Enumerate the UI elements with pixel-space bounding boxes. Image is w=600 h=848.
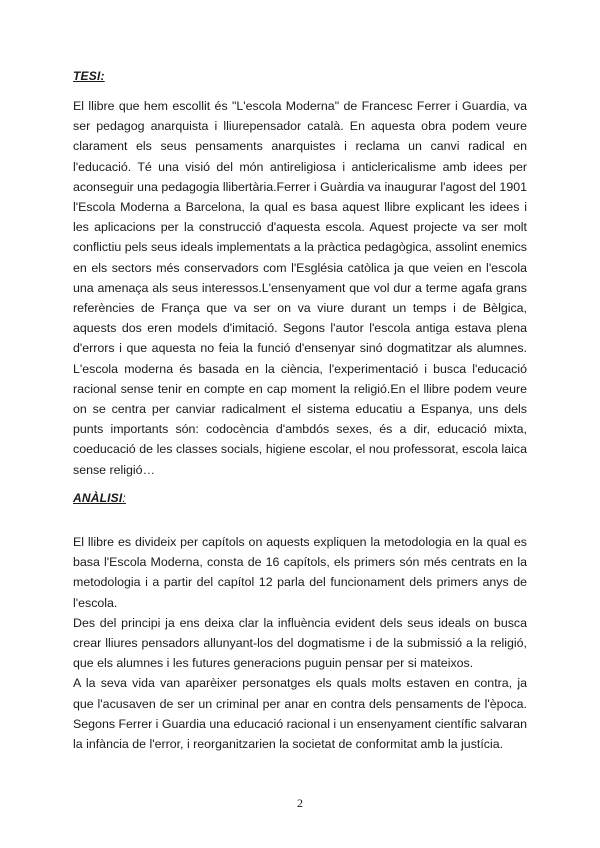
heading-text: TESI: bbox=[73, 69, 105, 83]
paragraph: A la seva vida van aparèixer personatges els quals molts estaven en contra, ja que l'acusaven de ser un criminal per anar en contra dels pensaments de l'època. Segons Ferrer i Guardia una educació racional i un ensenyament científic salvaran la infància de l'error, i reorganitzarien la societat de conformitat amb la justícia. bbox=[73, 676, 527, 752]
heading-text: ANÀLISI bbox=[73, 491, 123, 505]
paragraph: El llibre que hem escollit és "L'escola Moderna" de Francesc Ferrer i Guardia, va ser pedagog anarquista i lliurepensador català. En aquesta obra podem veure clarament els seus pensaments anarquistes i reclama un canvi radical en l'educació. Té una visió del món antireligiosa i anticlericalisme amb idees per aconseguir una pedagogia llibertària.Ferrer i Guàrdia va inaugurar l'agost del 1901 l'Escola Moderna a Barcelona, la qual es basa aquest llibre explicant les idees i les aplicacions per la construcció d'aquesta escola. Aquest projecte va ser molt conflictiu pels seus ideals implementats a la pràctica pedagògica, assolint enemics en els sectors més conservadors com l'Església catòlica ja que veien en l'escola una amenaça als seus interessos.L'ensenyament que vol dur a terme agafa grans referències de França que va ser on va viure durant un temps i de Bèlgica, aquests dos eren models d'imitació. Segons l'autor l'escola antiga estava plena d'errors i que aquesta no feia la funció d'ensenyar sinó dogmatitzar als alumnes. L'escola moderna és basada en la ciència, l'experimentació i busca l'educació racional sense tenir en compte en cap moment la religió.En el llibre podem veure on se centra per canviar radicalment el sistema educatiu a Espanya, uns dels punts importants són: codocència d'ambdós sexes, és a dir, educació mixta, coeducació de les classes socials, higiene escolar, el nou professorat, escola laica sense religió… bbox=[73, 99, 527, 477]
section-body-tesi bbox=[73, 96, 527, 480]
heading-colon: : bbox=[122, 491, 126, 505]
section-body-analisi bbox=[73, 532, 527, 754]
page-number: 2 bbox=[297, 796, 303, 810]
paragraph: Des del principi ja ens deixa clar la influència evident dels seus ideals on busca crear lliures pensadors allunyant-los del dogmatisme i de la submissió a la religió, que els alumnes i les futures generacions puguin pensar per si mateixos. bbox=[73, 615, 527, 671]
paragraph: El llibre es divideix per capítols on aquests expliquen la metodologia en la qual es basa l'Escola Moderna, consta de 16 capítols, els primers són més centrats en la metodologia i a partir del capítol 12 parla del funcionament dels primers anys de l'escola. bbox=[73, 535, 527, 610]
section-heading-analisi bbox=[73, 491, 126, 505]
section-heading-tesi bbox=[73, 69, 105, 83]
